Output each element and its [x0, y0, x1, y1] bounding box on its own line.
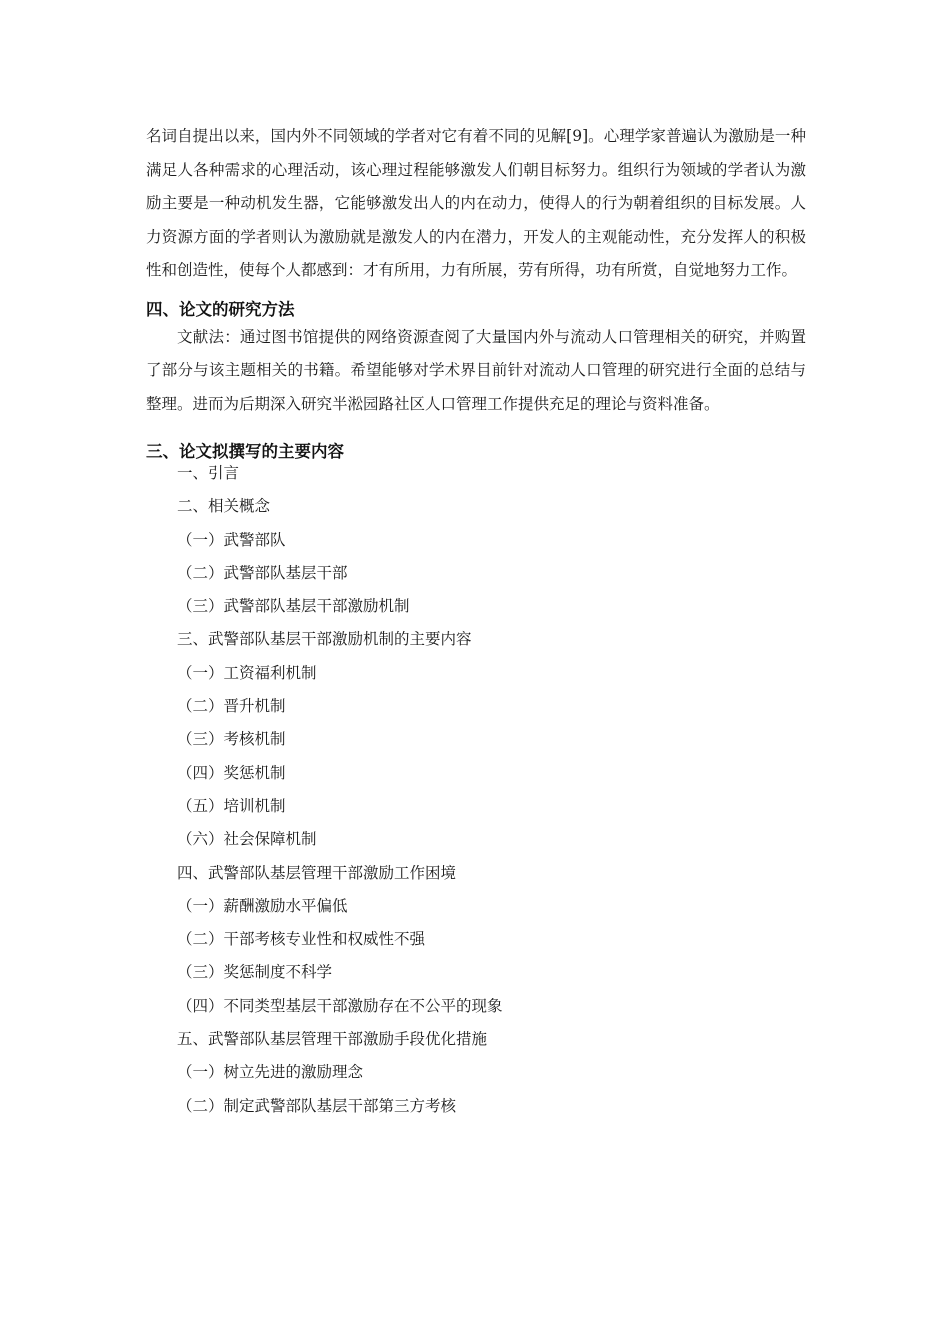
intro-paragraph: 名词自提出以来，国内外不同领域的学者对它有着不同的见解[9]。心理学家普遍认为激励是一种满足人各种需求的心理活动，该心理过程能够激发人们朝目标努力。组织行为领域的学者认为激励主要是一种动机发生器，它能够激发出人的内在动力，使得人的行为朝着组织的目标发展。人力资源方面的学者则认为激励就是激发人的内在潜力，开发人的主观能动性，充分发挥人的积极性和创造性，使每个人都感到：才有所用，力有所展，劳有所得，功有所赏，自觉地努力工作。 [146, 127, 806, 279]
outline-item: 四、武警部队基层管理干部激励工作困境 [177, 863, 457, 882]
outline-item: （二）武警部队基层干部 [177, 563, 348, 582]
outline-item: （一）薪酬激励水平偏低 [177, 896, 348, 915]
outline-item: 三、武警部队基层干部激励机制的主要内容 [177, 630, 472, 649]
outline-item: （三）武警部队基层干部激励机制 [177, 597, 410, 616]
document-page [146, 120, 806, 1129]
outline-item: （三）奖惩制度不科学 [177, 963, 333, 982]
outline-item: 一、引言 [177, 464, 240, 482]
outline-item: 五、武警部队基层管理干部激励手段优化措施 [177, 1030, 488, 1049]
outline-item: 二、相关概念 [177, 497, 271, 516]
research-method-heading: 四、论文的研究方法 [146, 299, 295, 319]
outline-item: （四）奖惩机制 [177, 763, 286, 782]
outline-item: （一）工资福利机制 [177, 663, 317, 682]
outline-item: （四）不同类型基层干部激励存在不公平的现象 [177, 996, 503, 1015]
outline-item: （二）晋升机制 [177, 697, 286, 716]
outline-item: （二）干部考核专业性和权威性不强 [177, 930, 426, 949]
content-outline [146, 463, 806, 1129]
outline-item: （一）武警部队 [177, 530, 286, 549]
outline-item: （五）培训机制 [177, 796, 286, 815]
outline-item: （六）社会保障机制 [177, 830, 317, 849]
outline-item: （三）考核机制 [177, 730, 286, 749]
main-content-heading: 三、论文拟撰写的主要内容 [146, 442, 344, 461]
outline-item: （二）制定武警部队基层干部第三方考核 [177, 1096, 457, 1115]
outline-item: （一）树立先进的激励理念 [177, 1063, 364, 1082]
research-method-paragraph: 文献法：通过图书馆提供的网络资源查阅了大量国内外与流动人口管理相关的研究，并购置了部分与该主题相关的书籍。希望能够对学术界目前针对流动人口管理的研究进行全面的总结与整理。进而为后期深入研究半淞园路社区人口管理工作提供充足的理论与资料准备。 [146, 327, 806, 413]
